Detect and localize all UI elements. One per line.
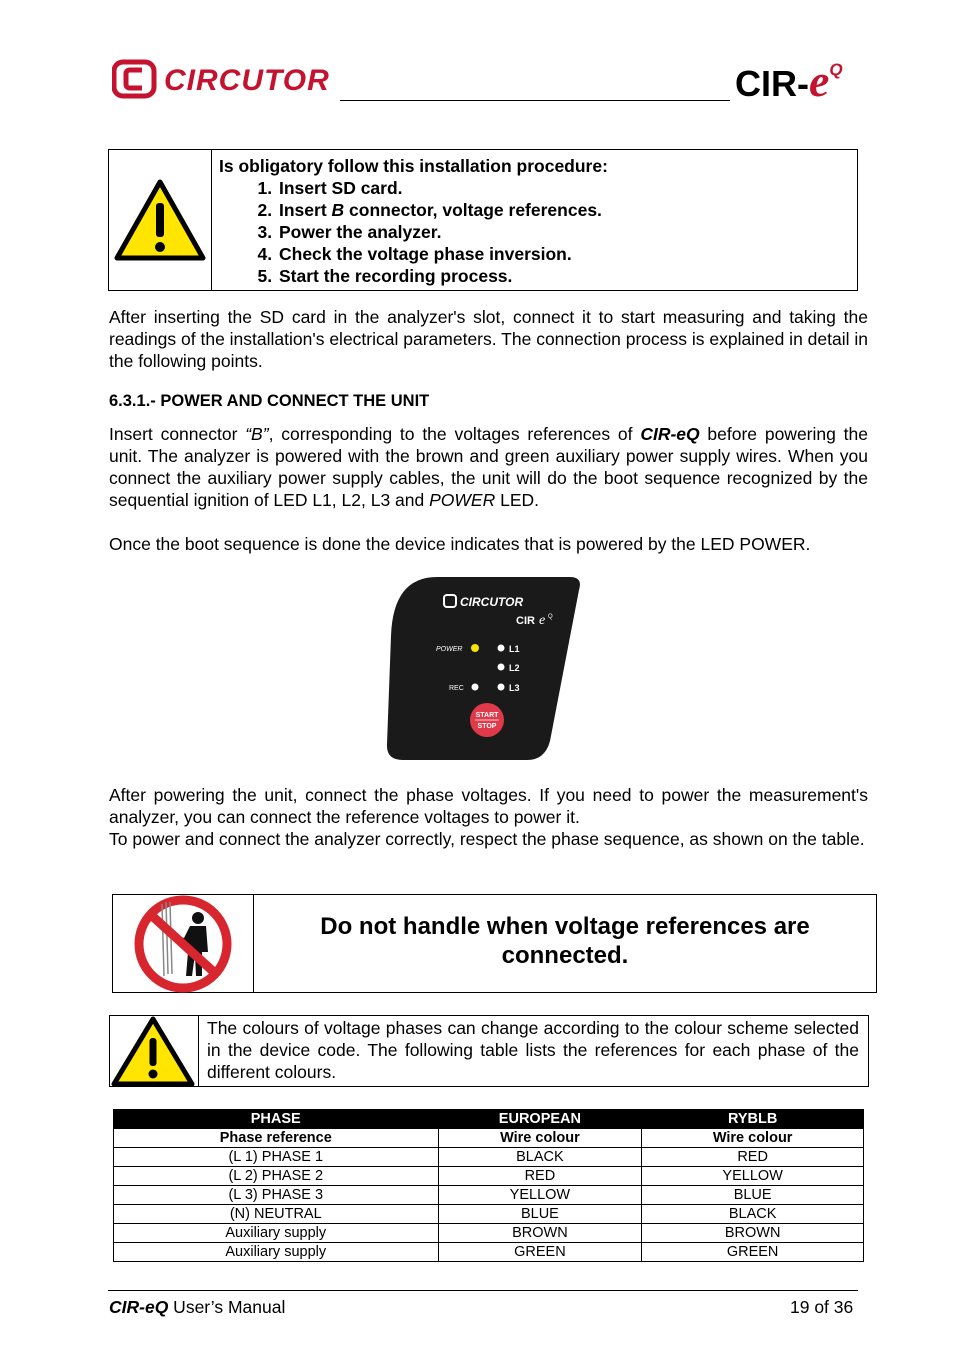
- footer-rule: [108, 1290, 858, 1291]
- installation-procedure-note: [108, 149, 858, 291]
- warning-icon: [111, 1016, 195, 1086]
- table-cell: (N) NEUTRAL: [114, 1205, 439, 1224]
- brand-q: Q: [829, 60, 843, 79]
- svg-text:STOP: STOP: [477, 723, 497, 730]
- table-cell: GREEN: [642, 1243, 864, 1262]
- table-cell: Auxiliary supply: [114, 1224, 439, 1243]
- colour-scheme-note: [109, 1015, 869, 1087]
- procedure-step: 1. Insert SD card.: [277, 177, 608, 199]
- table-cell: BROWN: [642, 1224, 864, 1243]
- power-led: [471, 644, 479, 652]
- procedure-steps: [219, 177, 608, 287]
- do-not-handle-warning: [112, 894, 877, 993]
- procedure-step: 5. Start the recording process.: [277, 265, 608, 287]
- table-cell: Auxiliary supply: [114, 1243, 439, 1262]
- table-row: [114, 1148, 864, 1167]
- warning-headline: Do not handle when voltage references are connected.: [320, 913, 810, 969]
- warning-icon: [114, 179, 206, 261]
- device-model-q: Q: [548, 614, 553, 620]
- l3-led: [498, 684, 505, 691]
- l1-led: [498, 645, 505, 652]
- l2-label: L2: [509, 663, 520, 673]
- table-cell: YELLOW: [642, 1167, 864, 1186]
- device-model-prefix: CIR: [516, 615, 535, 627]
- procedure-text: [219, 155, 608, 287]
- table-cell: BROWN: [438, 1224, 642, 1243]
- table-cell: RED: [642, 1148, 864, 1167]
- table-row: [114, 1186, 864, 1205]
- brand-e: e: [809, 55, 830, 106]
- table-row: [114, 1224, 864, 1243]
- footer-manual-title: CIR-eQ User’s Manual: [109, 1297, 286, 1317]
- table-subheader: Wire colour: [438, 1129, 642, 1148]
- table-row: [114, 1205, 864, 1224]
- table-subheader-row: [114, 1129, 864, 1148]
- device-model-e: e: [539, 613, 546, 628]
- table-cell: (L 3) PHASE 3: [114, 1186, 439, 1205]
- procedure-step: 2. Insert B connector, voltage references.: [277, 199, 608, 221]
- boot-paragraph: Once the boot sequence is done the device indicates that is powered by the LED POWER.: [109, 534, 811, 554]
- rec-led-label: REC: [449, 685, 464, 692]
- l2-led: [498, 664, 505, 671]
- no-touch-prohibition-icon: [128, 894, 238, 994]
- colour-note-text: The colours of voltage phases can change according to the colour scheme selected in the device code. The following table lists the references for each phase of the different colours.: [207, 1018, 859, 1082]
- table-cell: RED: [438, 1167, 642, 1186]
- table-header: EUROPEAN: [438, 1110, 642, 1129]
- procedure-step: 4. Check the voltage phase inversion.: [277, 243, 608, 265]
- table-cell: BLUE: [642, 1186, 864, 1205]
- page-number: 19 of 36: [790, 1297, 854, 1317]
- table-cell: BLACK: [642, 1205, 864, 1224]
- l1-label: L1: [509, 644, 520, 654]
- table-cell: BLACK: [438, 1148, 642, 1167]
- rec-led: [472, 684, 479, 691]
- table-cell: (L 1) PHASE 1: [114, 1148, 439, 1167]
- table-row: [114, 1167, 864, 1186]
- table-cell: BLUE: [438, 1205, 642, 1224]
- power-paragraph: Insert connector “B”, corresponding to the voltages references of CIR-eQ before powering the unit. The analyzer is powered with the brown and green auxiliary power supply wires. When you connect the auxiliary power supply cables, the unit will do the boot sequence recognized by the sequential ignition of LED L1, L2, L3 and POWER LED.: [109, 424, 868, 510]
- circutor-logo: [112, 58, 338, 100]
- phase-colour-table: [113, 1109, 864, 1262]
- intro-paragraph: After inserting the SD card in the analyzer's slot, connect it to start measuring and taking the readings of the installation's electrical parameters. The connection process is explained in detail in the following points.: [109, 307, 868, 371]
- icon-cell: [113, 895, 254, 992]
- procedure-heading: Is obligatory follow this installation procedure:: [219, 156, 608, 176]
- table-cell: YELLOW: [438, 1186, 642, 1205]
- table-header: RYBLB: [642, 1110, 864, 1129]
- device-front-panel: [385, 576, 585, 762]
- table-header: PHASE: [114, 1110, 439, 1129]
- sequence-paragraph: To power and connect the analyzer correctly, respect the phase sequence, as shown on the table.: [109, 829, 865, 849]
- brand-prefix: CIR-: [735, 63, 809, 104]
- table-header-row: [114, 1110, 864, 1129]
- table-subheader: Wire colour: [642, 1129, 864, 1148]
- header-rule: [340, 100, 730, 101]
- table-cell: (L 2) PHASE 2: [114, 1167, 439, 1186]
- svg-text:START: START: [475, 712, 499, 719]
- after-power-paragraph: After powering the unit, connect the phase voltages. If you need to power the measurement's analyzer, you can connect the reference voltages to power it.: [109, 785, 868, 827]
- icon-cell: [110, 1016, 199, 1086]
- table-row: [114, 1243, 864, 1262]
- product-brand: [735, 54, 843, 107]
- device-logo: [444, 595, 523, 609]
- procedure-step: 3. Power the analyzer.: [277, 221, 608, 243]
- power-led-label: POWER: [436, 646, 463, 653]
- table-subheader: Phase reference: [114, 1129, 439, 1148]
- section-title: 6.3.1.- POWER AND CONNECT THE UNIT: [109, 392, 430, 410]
- svg-text:CIRCUTOR: CIRCUTOR: [460, 595, 524, 609]
- l3-label: L3: [509, 683, 520, 693]
- icon-cell: [109, 150, 212, 290]
- table-cell: GREEN: [438, 1243, 642, 1262]
- logo-wordmark: CIRCUTOR: [164, 64, 330, 97]
